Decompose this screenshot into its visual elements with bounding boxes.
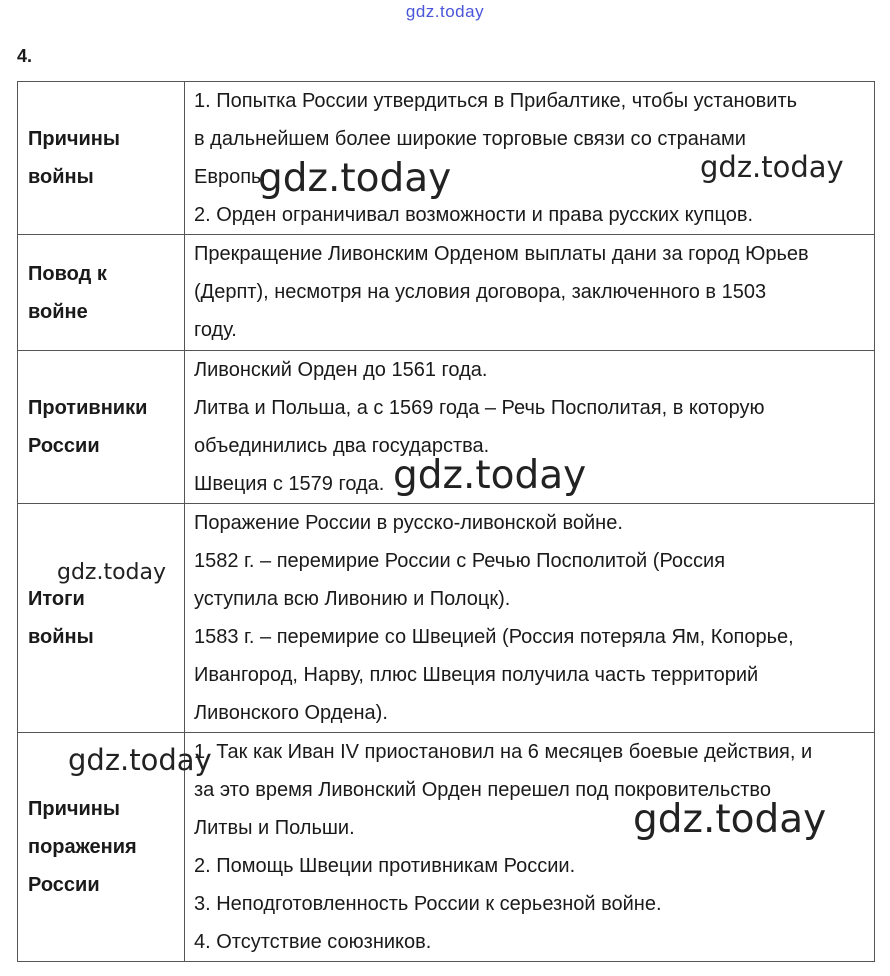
content-line: в дальнейшем более широкие торговые связи со странами: [194, 128, 746, 150]
header-line: Итоги: [28, 588, 85, 610]
header-line: войны: [28, 626, 94, 648]
content-line: 2. Помощь Швеции противникам России.: [194, 855, 576, 877]
content-line: 2. Орден ограничивал возможности и права русских купцов.: [194, 204, 754, 226]
row-header: [18, 82, 185, 235]
watermark: gdz.today: [700, 150, 844, 184]
watermark: gdz.today: [393, 453, 587, 498]
top-watermark: gdz.today: [405, 2, 485, 21]
row-content: [185, 733, 875, 962]
header-line: Причины: [28, 128, 120, 150]
task-number: 4.: [17, 46, 33, 66]
content-line: (Дерпт), несмотря на условия договора, заключенного в 1503: [194, 281, 767, 303]
content-line: 4. Отсутствие союзников.: [194, 931, 432, 953]
content-line: объединились два государства.: [194, 435, 490, 457]
content-line: году.: [194, 319, 237, 341]
content-line: Ливонского Ордена).: [194, 702, 388, 724]
table-row: [18, 504, 875, 733]
content-line: Швеция с 1579 года.: [194, 473, 385, 495]
content-line: Европы: [194, 166, 266, 188]
row-content: [185, 235, 875, 351]
row-content: [185, 504, 875, 733]
header-line: России: [28, 435, 100, 457]
watermark: gdz.today: [57, 560, 167, 585]
content-line: уступила всю Ливонию и Полоцк).: [194, 588, 511, 610]
content-line: 1582 г. – перемирие России с Речью Посполитой (Россия: [194, 550, 726, 572]
watermark: gdz.today: [633, 797, 827, 842]
content-line: 1. Так как Иван IV приостановил на 6 месяцев боевые действия, и: [194, 741, 813, 763]
header-line: поражения: [28, 836, 137, 858]
row-header: [18, 235, 185, 351]
content-line: Ливонский Орден до 1561 года.: [194, 359, 488, 381]
content-line: Прекращение Ливонским Орденом выплаты дани за город Юрьев: [194, 243, 809, 265]
header-line: Повод к: [28, 262, 107, 285]
header-line: войне: [28, 300, 88, 323]
row-header: [18, 504, 185, 733]
content-line: Поражение России в русско-ливонской войне.: [194, 512, 623, 534]
content-line: Литва и Польша, а с 1569 года – Речь Посполитая, в которую: [194, 397, 765, 419]
content-line: 1. Попытка России утвердиться в Прибалтике, чтобы установить: [194, 90, 798, 112]
header-line: войны: [28, 166, 94, 188]
content-line: Литвы и Польши.: [194, 817, 355, 839]
header-line: Противники: [28, 397, 148, 419]
content-line: Ивангород, Нарву, плюс Швеция получила часть территорий: [194, 664, 759, 686]
content-line: 1583 г. – перемирие со Швецией (Россия потеряла Ям, Копорье,: [194, 626, 794, 648]
watermark: gdz.today: [258, 156, 452, 201]
watermark: gdz.today: [68, 743, 212, 777]
header-line: Причины: [28, 798, 120, 820]
row-header: [18, 351, 185, 504]
header-line: России: [28, 874, 100, 896]
table-row: [18, 235, 875, 351]
content-line: 3. Неподготовленность России к серьезной войне.: [194, 893, 662, 915]
content-line: за это время Ливонский Орден перешел под покровительство: [194, 779, 771, 801]
